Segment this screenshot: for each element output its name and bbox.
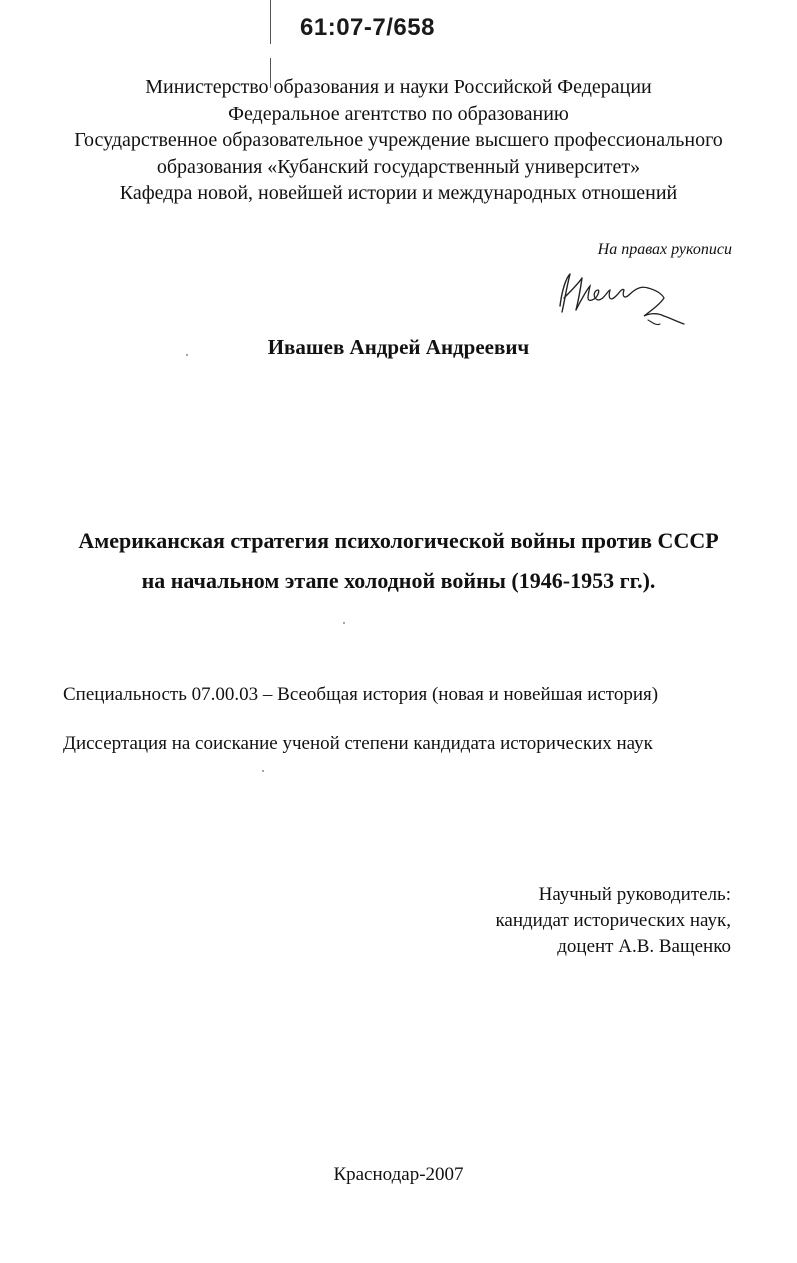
scan-speck [262,770,264,772]
header-line-ministry: Министерство образования и науки Российской Федерации [145,76,652,98]
handwritten-signature [552,268,692,343]
supervisor-degree: кандидат исторических наук, [495,910,731,931]
city-year: Краснодар-2007 [333,1164,464,1185]
title-line-2: на начальном этапе холодной войны (1946-1953 гг.). [141,568,656,593]
supervisor-name: доцент А.В. Ващенко [557,936,731,957]
supervisor-block [495,882,731,960]
institution-header [0,74,797,207]
header-line-agency: Федеральное агентство по образованию [228,102,569,125]
supervisor-label: Научный руководитель: [538,884,731,905]
archive-stamp-number: 61:07-7/658 [300,14,435,41]
author-name: Ивашев Андрей Андреевич [267,335,530,359]
header-line-university: образования «Кубанский государственный университет» [156,155,641,178]
degree-line: Диссертация на соискание ученой степени кандидата исторических наук [63,733,653,754]
header-line-institution: Государственное образовательное учреждение высшего профессионального [74,129,723,151]
scan-speck [186,354,188,356]
scan-speck [343,622,345,624]
dissertation-title [0,521,797,601]
manuscript-rights-note: На правах рукописи [597,241,732,258]
title-line-1: Американская стратегия психологической войны против СССР [78,528,719,553]
scan-artifact-line [270,0,271,44]
header-line-department: Кафедра новой, новейшей истории и международных отношений [119,182,678,204]
speciality-line: Специальность 07.00.03 – Всеобщая история (новая и новейшая история) [63,684,659,705]
